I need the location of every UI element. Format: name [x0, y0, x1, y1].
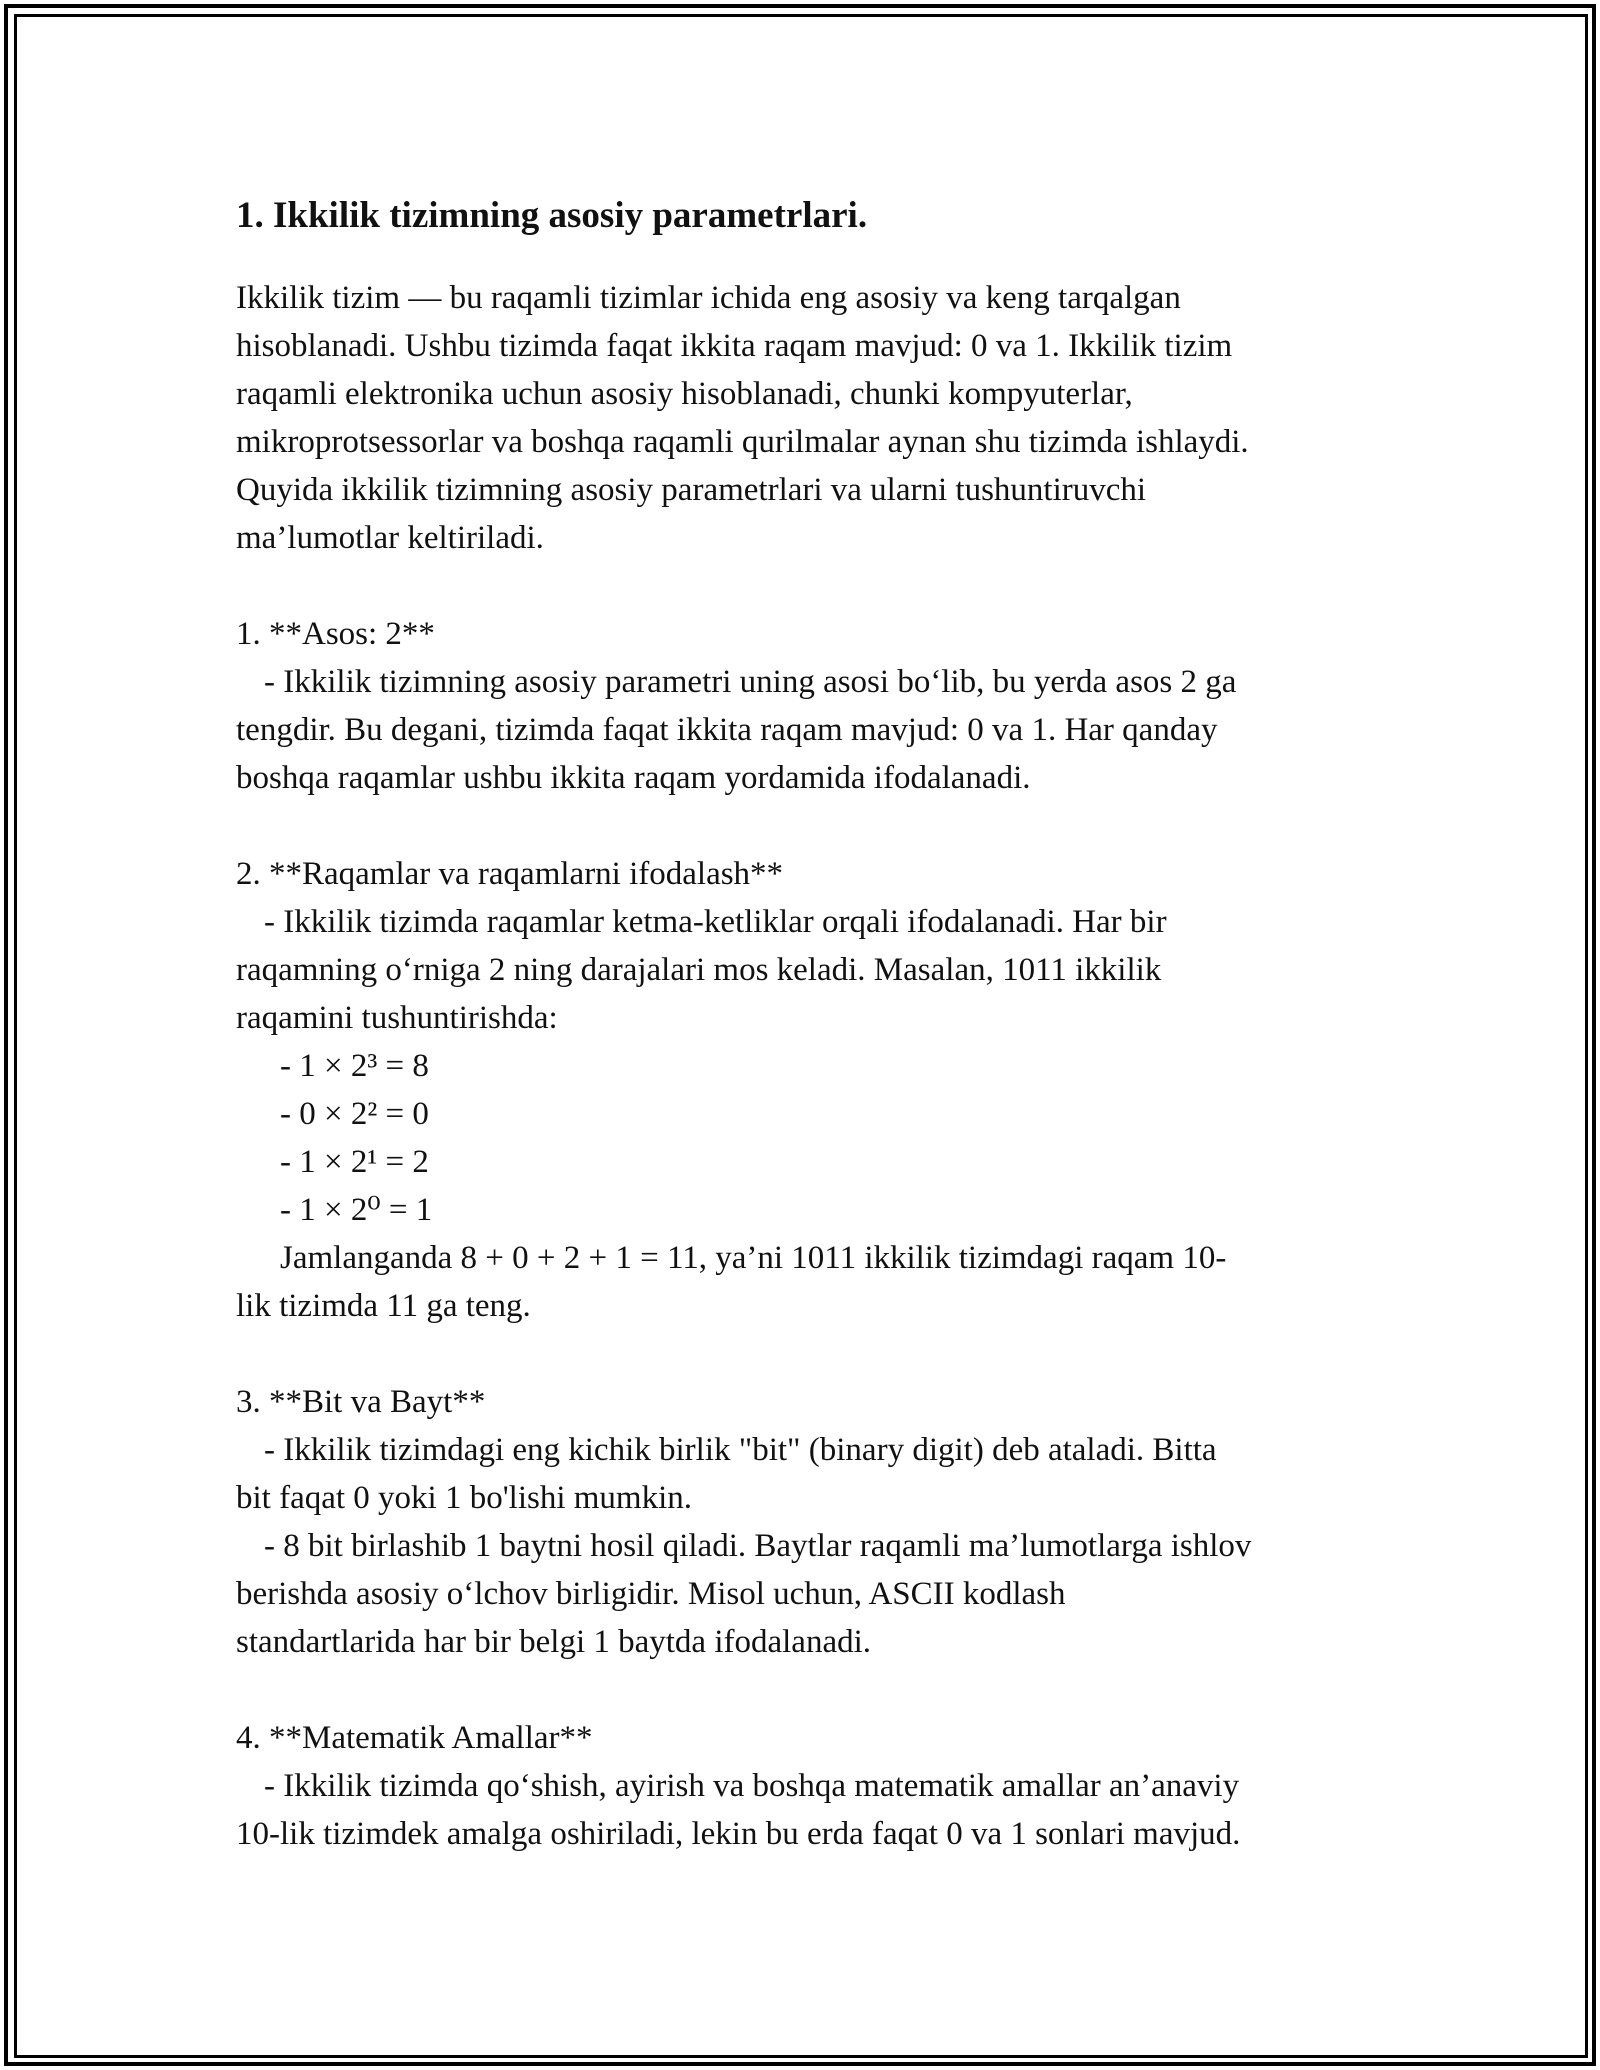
section-line: - Ikkilik tizimning asosiy parametri uning asosi bo‘lib, bu yerda asos 2 ga [264, 664, 1237, 700]
section-line: Jamlanganda 8 + 0 + 2 + 1 = 11, ya’ni 1011 ikkilik tizimdagi raqam 10- [280, 1240, 1227, 1276]
sections-container [236, 610, 1376, 1858]
intro-line: Ikkilik tizim — bu raqamli tizimlar ichida eng asosiy va keng tarqalgan [236, 280, 1181, 316]
section-line: - 1 × 2³ = 8 [280, 1048, 429, 1084]
section-title: 2. **Raqamlar va raqamlarni ifodalash** [236, 856, 784, 892]
section-title: 3. **Bit va Bayt** [236, 1384, 486, 1420]
section-line: raqamini tushuntirishda: [236, 1000, 558, 1036]
section-line: 10-lik tizimdek amalga oshiriladi, lekin bu erda faqat 0 va 1 sonlari mavjud. [236, 1816, 1241, 1852]
intro-line: hisoblanadi. Ushbu tizimda faqat ikkita raqam mavjud: 0 va 1. Ikkilik tizim [236, 328, 1233, 364]
section-2 [236, 850, 1376, 1330]
section-line: - Ikkilik tizimda raqamlar ketma-ketliklar orqali ifodalanadi. Har bir [264, 904, 1167, 940]
section-line: lik tizimda 11 ga teng. [236, 1288, 531, 1324]
section-line: - 8 bit birlashib 1 baytni hosil qiladi. Baytlar raqamli ma’lumotlarga ishlov [264, 1528, 1252, 1564]
section-title: 4. **Matematik Amallar** [236, 1720, 593, 1756]
section-title: 1. **Asos: 2** [236, 616, 435, 652]
section-line: tengdir. Bu degani, tizimda faqat ikkita raqam mavjud: 0 va 1. Har qanday [236, 712, 1218, 748]
section-line: - Ikkilik tizimda qo‘shish, ayirish va boshqa matematik amallar an’anaviy [264, 1768, 1240, 1804]
intro-line: ma’lumotlar keltiriladi. [236, 520, 544, 556]
section-1 [236, 610, 1376, 802]
section-line: - 1 × 2⁰ = 1 [280, 1192, 433, 1228]
section-line: raqamning o‘rniga 2 ning darajalari mos keladi. Masalan, 1011 ikkilik [236, 952, 1162, 988]
intro-line: raqamli elektronika uchun asosiy hisoblanadi, chunki kompyuterlar, [236, 376, 1133, 412]
section-line: boshqa raqamlar ushbu ikkita raqam yordamida ifodalanadi. [236, 760, 1031, 796]
section-line: - 0 × 2² = 0 [280, 1096, 429, 1132]
section-line: - Ikkilik tizimdagi eng kichik birlik "bit" (binary digit) deb ataladi. Bitta [264, 1432, 1217, 1468]
intro-line: Quyida ikkilik tizimning asosiy parametrlari va ularni tushuntiruvchi [236, 472, 1147, 508]
section-line: berishda asosiy o‘lchov birligidir. Misol uchun, ASCII kodlash [236, 1576, 1066, 1612]
section-4 [236, 1714, 1376, 1858]
section-line: standartlarida har bir belgi 1 baytda ifodalanadi. [236, 1624, 872, 1660]
intro-line: mikroprotsessorlar va boshqa raqamli qurilmalar aynan shu tizimda ishlaydi. [236, 424, 1249, 460]
document-heading: 1. Ikkilik tizimning asosiy parametrlari. [236, 195, 868, 236]
intro-paragraph [236, 274, 1376, 562]
section-line: - 1 × 2¹ = 2 [280, 1144, 429, 1180]
section-3 [236, 1378, 1376, 1666]
section-line: bit faqat 0 yoki 1 bo'lishi mumkin. [236, 1480, 693, 1516]
document-body [236, 188, 1376, 1858]
